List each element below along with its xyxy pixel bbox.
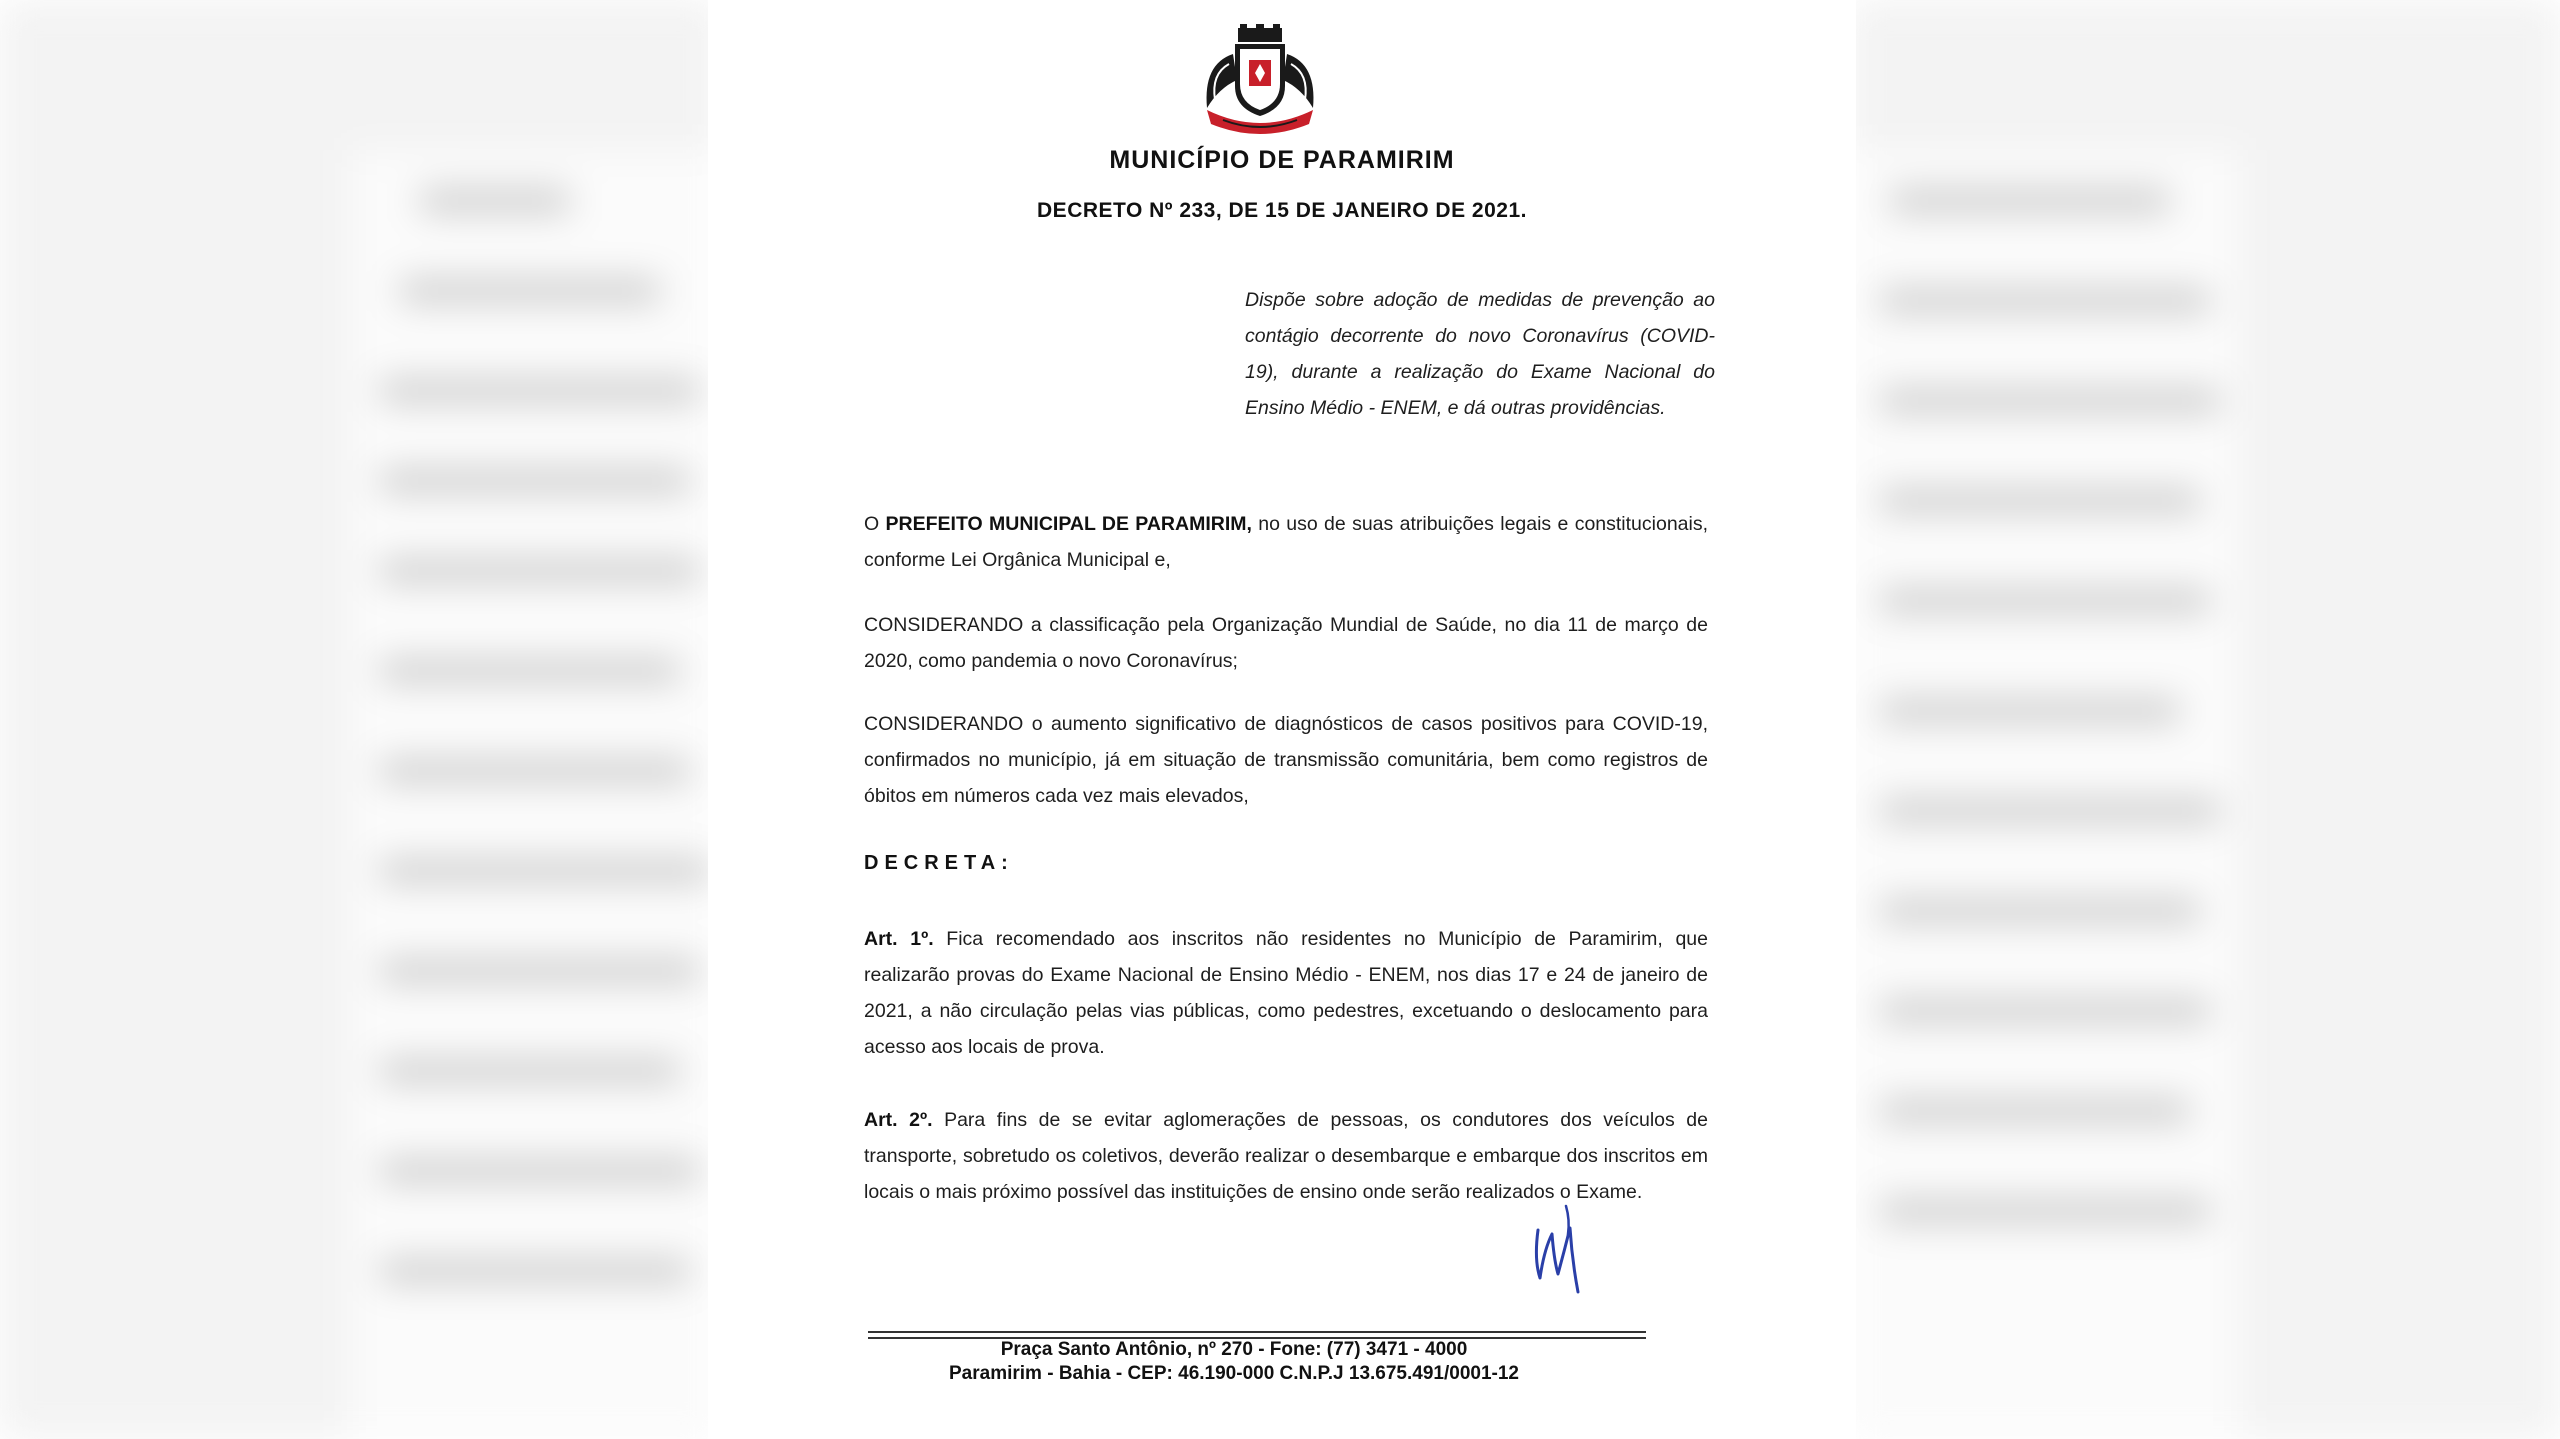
- considerando-paragraph-1: CONSIDERANDO a classificação pela Organização Mundial de Saúde, no dia 11 de março de 2020, como pandemia o novo Coronavírus;: [864, 614, 1708, 672]
- decree-summary: Dispõe sobre adoção de medidas de prevenção ao contágio decorrente do novo Coronavírus (COVID-19), durante a realização do Exame Nacional do Ensino Médio - ENEM, e dá outras providências.: [1245, 289, 1715, 419]
- considerando-paragraph-2: CONSIDERANDO o aumento significativo de diagnósticos de casos positivos para COVID-19, confirmados no município, já em situação de transmissão comunitária, bem como registros de óbitos em números cada vez mais elevados,: [864, 713, 1708, 807]
- article-1: [864, 921, 1708, 1065]
- coat-of-arms-icon: [1193, 24, 1327, 134]
- footer-city-cnpj: Paramirim - Bahia - CEP: 46.190-000 C.N.P.J 13.675.491/0001-12: [949, 1363, 1519, 1384]
- intro-prefix: O: [864, 513, 880, 535]
- blurred-background-right: [1850, 0, 2560, 1439]
- article-2: [864, 1102, 1708, 1210]
- footer-divider-top: [868, 1331, 1646, 1333]
- decree-page: [708, 0, 1856, 1439]
- article-2-text: Para fins de se evitar aglomerações de pessoas, os condutores dos veículos de transporte, sobretudo os coletivos, deverão realizar o desembarque e embarque dos inscritos em locais o mais próximo possível das instituições de ensino onde serão realizados o Exame.: [864, 1109, 1709, 1203]
- blurred-background-left: [0, 0, 720, 1439]
- article-1-text: Fica recomendado aos inscritos não residentes no Município de Paramirim, que realizarão provas do Exame Nacional de Ensino Médio - ENEM, nos dias 17 e 24 de janeiro de 2021, a não circulação pelas vias públicas, como pedestres, excetuando o deslocamento para acesso aos locais de prova.: [864, 928, 1708, 1058]
- article-2-label: Art. 2º.: [864, 1109, 933, 1131]
- intro-paragraph: [864, 506, 1708, 578]
- article-1-label: Art. 1º.: [864, 928, 934, 950]
- intro-text: no uso de suas atribuições legais e constitucionais, conforme Lei Orgânica Municipal e,: [864, 513, 1709, 571]
- footer-address: Praça Santo Antônio, nº 270 - Fone: (77) 3471 - 4000: [1000, 1339, 1468, 1360]
- signature-icon: [1530, 1200, 1594, 1296]
- decreta-heading: DECRETA:: [864, 852, 1014, 874]
- municipality-title: MUNICÍPIO DE PARAMIRIM: [1109, 146, 1455, 174]
- intro-mayor-title: PREFEITO MUNICIPAL DE PARAMIRIM,: [885, 513, 1252, 535]
- decree-title: DECRETO Nº 233, DE 15 DE JANEIRO DE 2021.: [1037, 199, 1527, 222]
